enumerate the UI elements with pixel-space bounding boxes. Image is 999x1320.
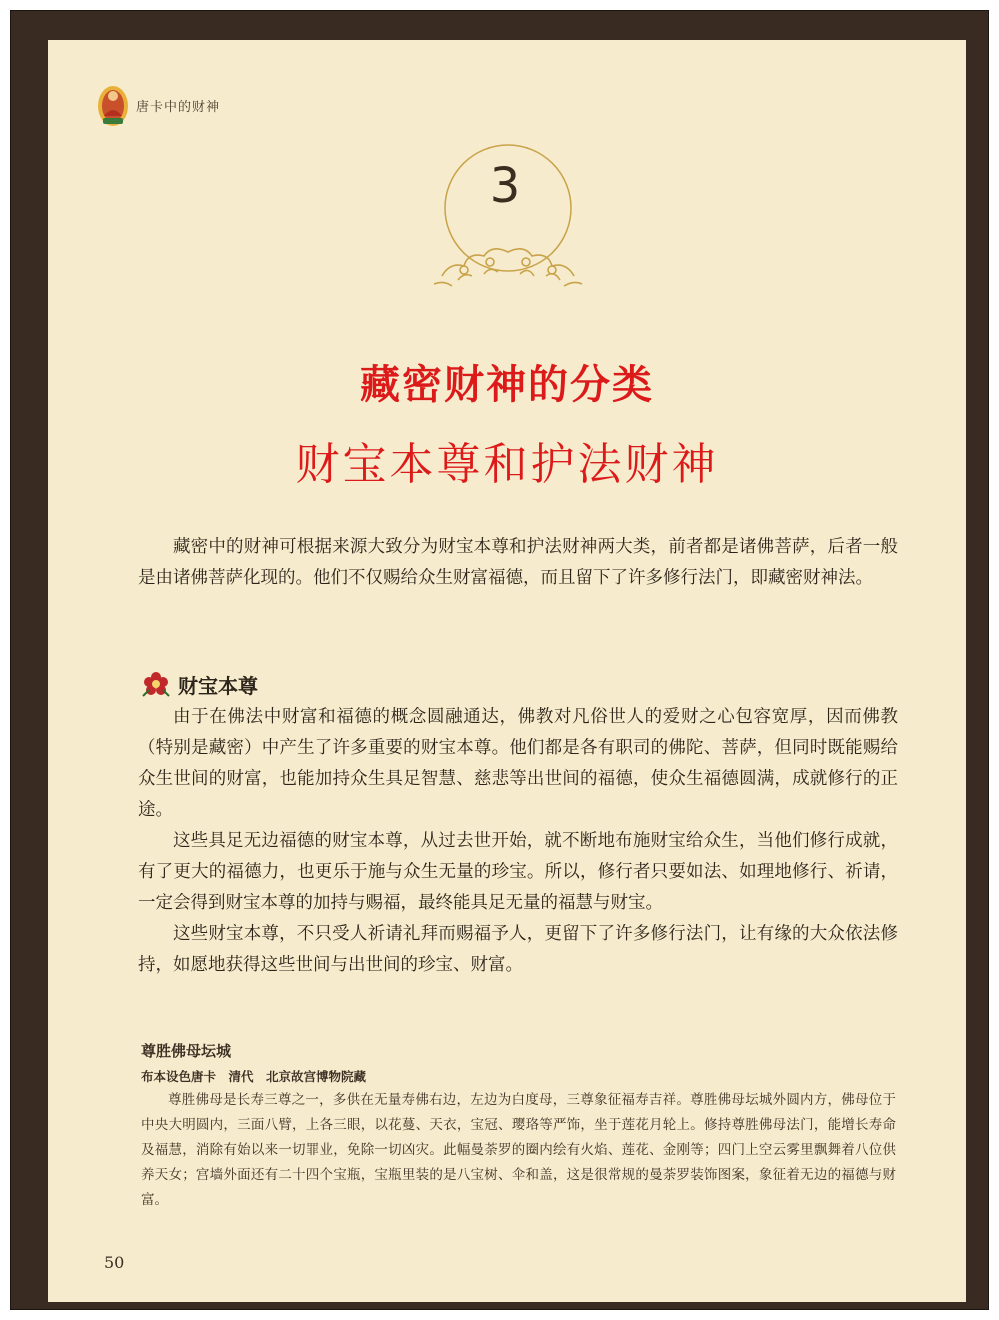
intro-paragraph: 藏密中的财神可根据来源大致分为财宝本尊和护法财神两大类，前者都是诸佛菩萨，后者一般是由诸佛菩萨化现的。他们不仅赐给众生财富福德，而且留下了许多修行法门，即藏密财神法。 [138,537,898,588]
section-paragraph-3: 这些财宝本尊，不只受人祈请礼拜而赐福予人，更留下了许多修行法门，让有缘的大众依法修持，如愿地获得这些世间与出世间的珍宝、财富。 [138,924,898,975]
chapter-number: 3 [489,158,521,214]
page-number: 50 [104,1253,125,1272]
chapter-title: 藏密财神的分类 [360,362,654,408]
chapter-subtitle: 财宝本尊和护法财神 [295,439,719,490]
caption-title: 尊胜佛母坛城 [141,1042,232,1060]
running-head-title: 唐卡中的财神 [136,99,221,115]
caption-body: 尊胜佛母是长寿三尊之一，多供在无量寿佛右边，左边为白度母，三尊象征福寿吉祥。尊胜佛母坛城外圆内方，佛母位于中央大明圆内，三面八臂，上各三眼，以花蔓、天衣，宝冠、璎珞等严饰，坐于莲花月轮上。修持尊胜佛母法门，能增长寿命及福慧，消除有始以来一切罪业，免除一切凶灾。此幅曼荼罗的圈内绘有火焰、莲花、金刚等；四门上空云雾里飘舞着八位供养天女；宫墙外面还有二十四个宝瓶，宝瓶里装的是八宝树、伞和盖，这是很常规的曼荼罗装饰图案，象征着无边的福德与财富。 [141,1092,896,1208]
page-frame [10,10,989,1310]
cloud-ornament-icon [434,249,582,286]
section-paragraph-1: 由于在佛法中财富和福德的概念圆融通达，佛教对凡俗世人的爱财之心包容宽厚，因而佛教（特别是藏密）中产生了许多重要的财宝本尊。他们都是各有职司的佛陀、菩萨，但同时既能赐给众生世间的财富，也能加持众生具足智慧、慈悲等出世间的福德，使众生福德圆满，成就修行的正途。 [138,707,898,820]
section-heading [140,668,258,700]
section-paragraph-2: 这些具足无边福德的财宝本尊，从过去世开始，就不断地布施财宝给众生，当他们修行成就，有了更大的福德力，也更乐于施与众生无量的珍宝。所以，修行者只要如法、如理地修行、祈请，一定会得到财宝本尊的加持与赐福，最终能具足无量的福慧与财宝。 [138,831,898,913]
flower-icon [140,668,172,700]
section-title: 财宝本尊 [178,673,258,698]
caption-source: 布本设色唐卡 清代 北京故宫博物院藏 [141,1069,367,1084]
buddha-figure-icon [96,82,130,128]
running-head [96,82,220,128]
book-page [48,40,966,1302]
